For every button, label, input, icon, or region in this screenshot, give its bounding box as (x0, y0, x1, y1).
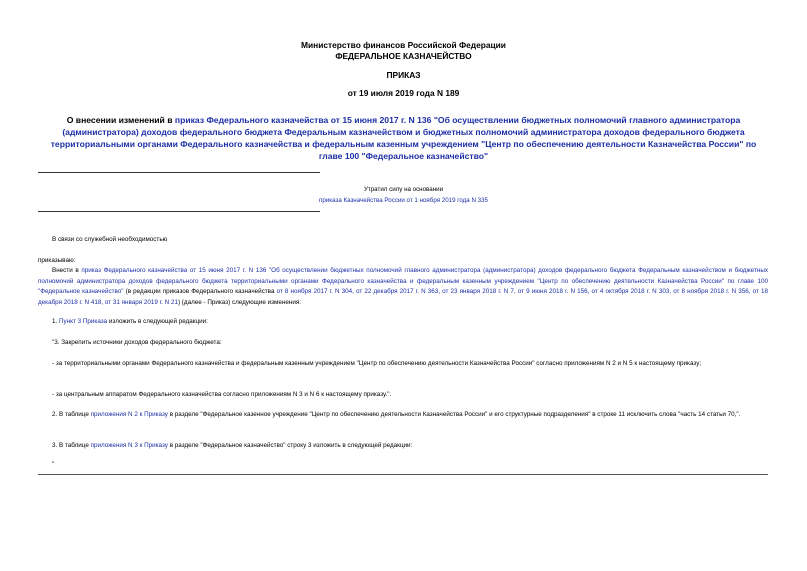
agency-name: ФЕДЕРАЛЬНОЕ КАЗНАЧЕЙСТВО (335, 51, 472, 61)
amend-revisions-link[interactable]: от 8 ноября 2017 г. N 304, от 22 декабря 2017 г. N 363, от 23 января 2018 г. N 7, от 9 июня 2018 г. N 156, от 4 октября 2018 г. N 303, от 8 ноября 2018 г. N 356, от 18 декабря 2018 г. N 418, от 31 января 2019 г. N 21 (38, 288, 768, 306)
item3-suffix: в разделе "Федеральное казначейство" строку 3 изложить в следующей редакции: (167, 442, 413, 449)
bottom-separator (38, 474, 768, 475)
title-prefix: О внесении изменений в (66, 115, 175, 125)
title-order-link[interactable]: приказ Федерального казначейства от 15 июня 2017 г. N 136 "Об осуществлении бюджетных полномочий главного администратора (администратора) доходов федерального бюджета Федеральным казначейством и бюджетных полномочий администратора доходов федерального бюджета территориальными органами Федерального казначейства и федеральным казенным учреждением "Центр по обеспечению деятельности Казначейства России" по главе 100 "Федеральное казначейство" (50, 115, 757, 161)
paragraph-order: приказываю: (38, 257, 76, 264)
separator-bottom (38, 211, 320, 212)
document-title (40, 114, 767, 162)
paragraph-item-2 (38, 410, 768, 421)
paragraph-item-1 (38, 317, 768, 328)
separator-top (38, 172, 320, 173)
item2-suffix: в разделе "Федеральное казенное учреждение "Центр по обеспечению деятельности Казначейства России" и его структурные подразделения" в строке 11 исключить слова "часть 14 статьи 70,". (167, 411, 741, 418)
document-type: ПРИКАЗ (386, 70, 421, 80)
lost-force-link-wrap (150, 195, 657, 207)
paragraph-quote-open: " (52, 461, 55, 468)
amend-prefix: Внести в (52, 267, 82, 274)
paragraph-territorial: - за территориальными органами Федерального казначейства и федеральным казенным учреждением "Центр по обеспечению деятельности Казначейства России" согласно приложениям N 2 и N 5 к настоящему приказу; (52, 360, 702, 367)
paragraph-central: - за центральным аппаратом Федерального казначейства согласно приложениям N 3 и N 6 к настоящему приказу.". (52, 391, 392, 398)
item3-link[interactable]: приложения N 3 к Приказу (90, 442, 168, 449)
amend-suffix: ) (далее - Приказ) следующие изменения: (177, 298, 302, 306)
item1-prefix: 1. (52, 318, 60, 325)
paragraph-quote-start: "3. Закрепить источники доходов федерального бюджета: (52, 339, 222, 346)
amend-mid: (в редакции приказов Федерального казначейства (123, 288, 277, 295)
amend-order-link[interactable]: приказ Федерального казначейства от 15 июня 2017 г. N 136 "Об осуществлении бюджетных полномочий главного администратора (администратора) доходов федерального бюджета Федеральным казначейством и бюджетных полномочий администратора доходов федерального бюджета территориальными органами Федерального казначейства и федеральным казенным учреждением "Центр по обеспечению деятельности Казначейства России" по главе 100 "Федеральное казначейство" (38, 267, 768, 295)
lost-force-link[interactable]: приказа Казначейства России от 1 ноября 2019 года N 335 (319, 197, 488, 204)
document-date-number: от 19 июля 2019 года N 189 (347, 88, 460, 98)
paragraph-item-3 (38, 441, 768, 452)
lost-force-note: Утратил силу на основании (363, 186, 444, 193)
paragraph-amend (38, 266, 768, 308)
item1-link[interactable]: Пункт 3 Приказа (59, 318, 108, 325)
item2-prefix: 2. В таблице (52, 411, 91, 418)
item2-link[interactable]: приложения N 2 к Приказу (90, 411, 168, 418)
item1-suffix: изложить в следующей редакции: (107, 318, 208, 325)
item3-prefix: 3. В таблице (52, 442, 91, 449)
ministry-name: Министерство финансов Российской Федерации (301, 40, 506, 50)
paragraph-reason: В связи со служебной необходимостью (52, 236, 168, 243)
